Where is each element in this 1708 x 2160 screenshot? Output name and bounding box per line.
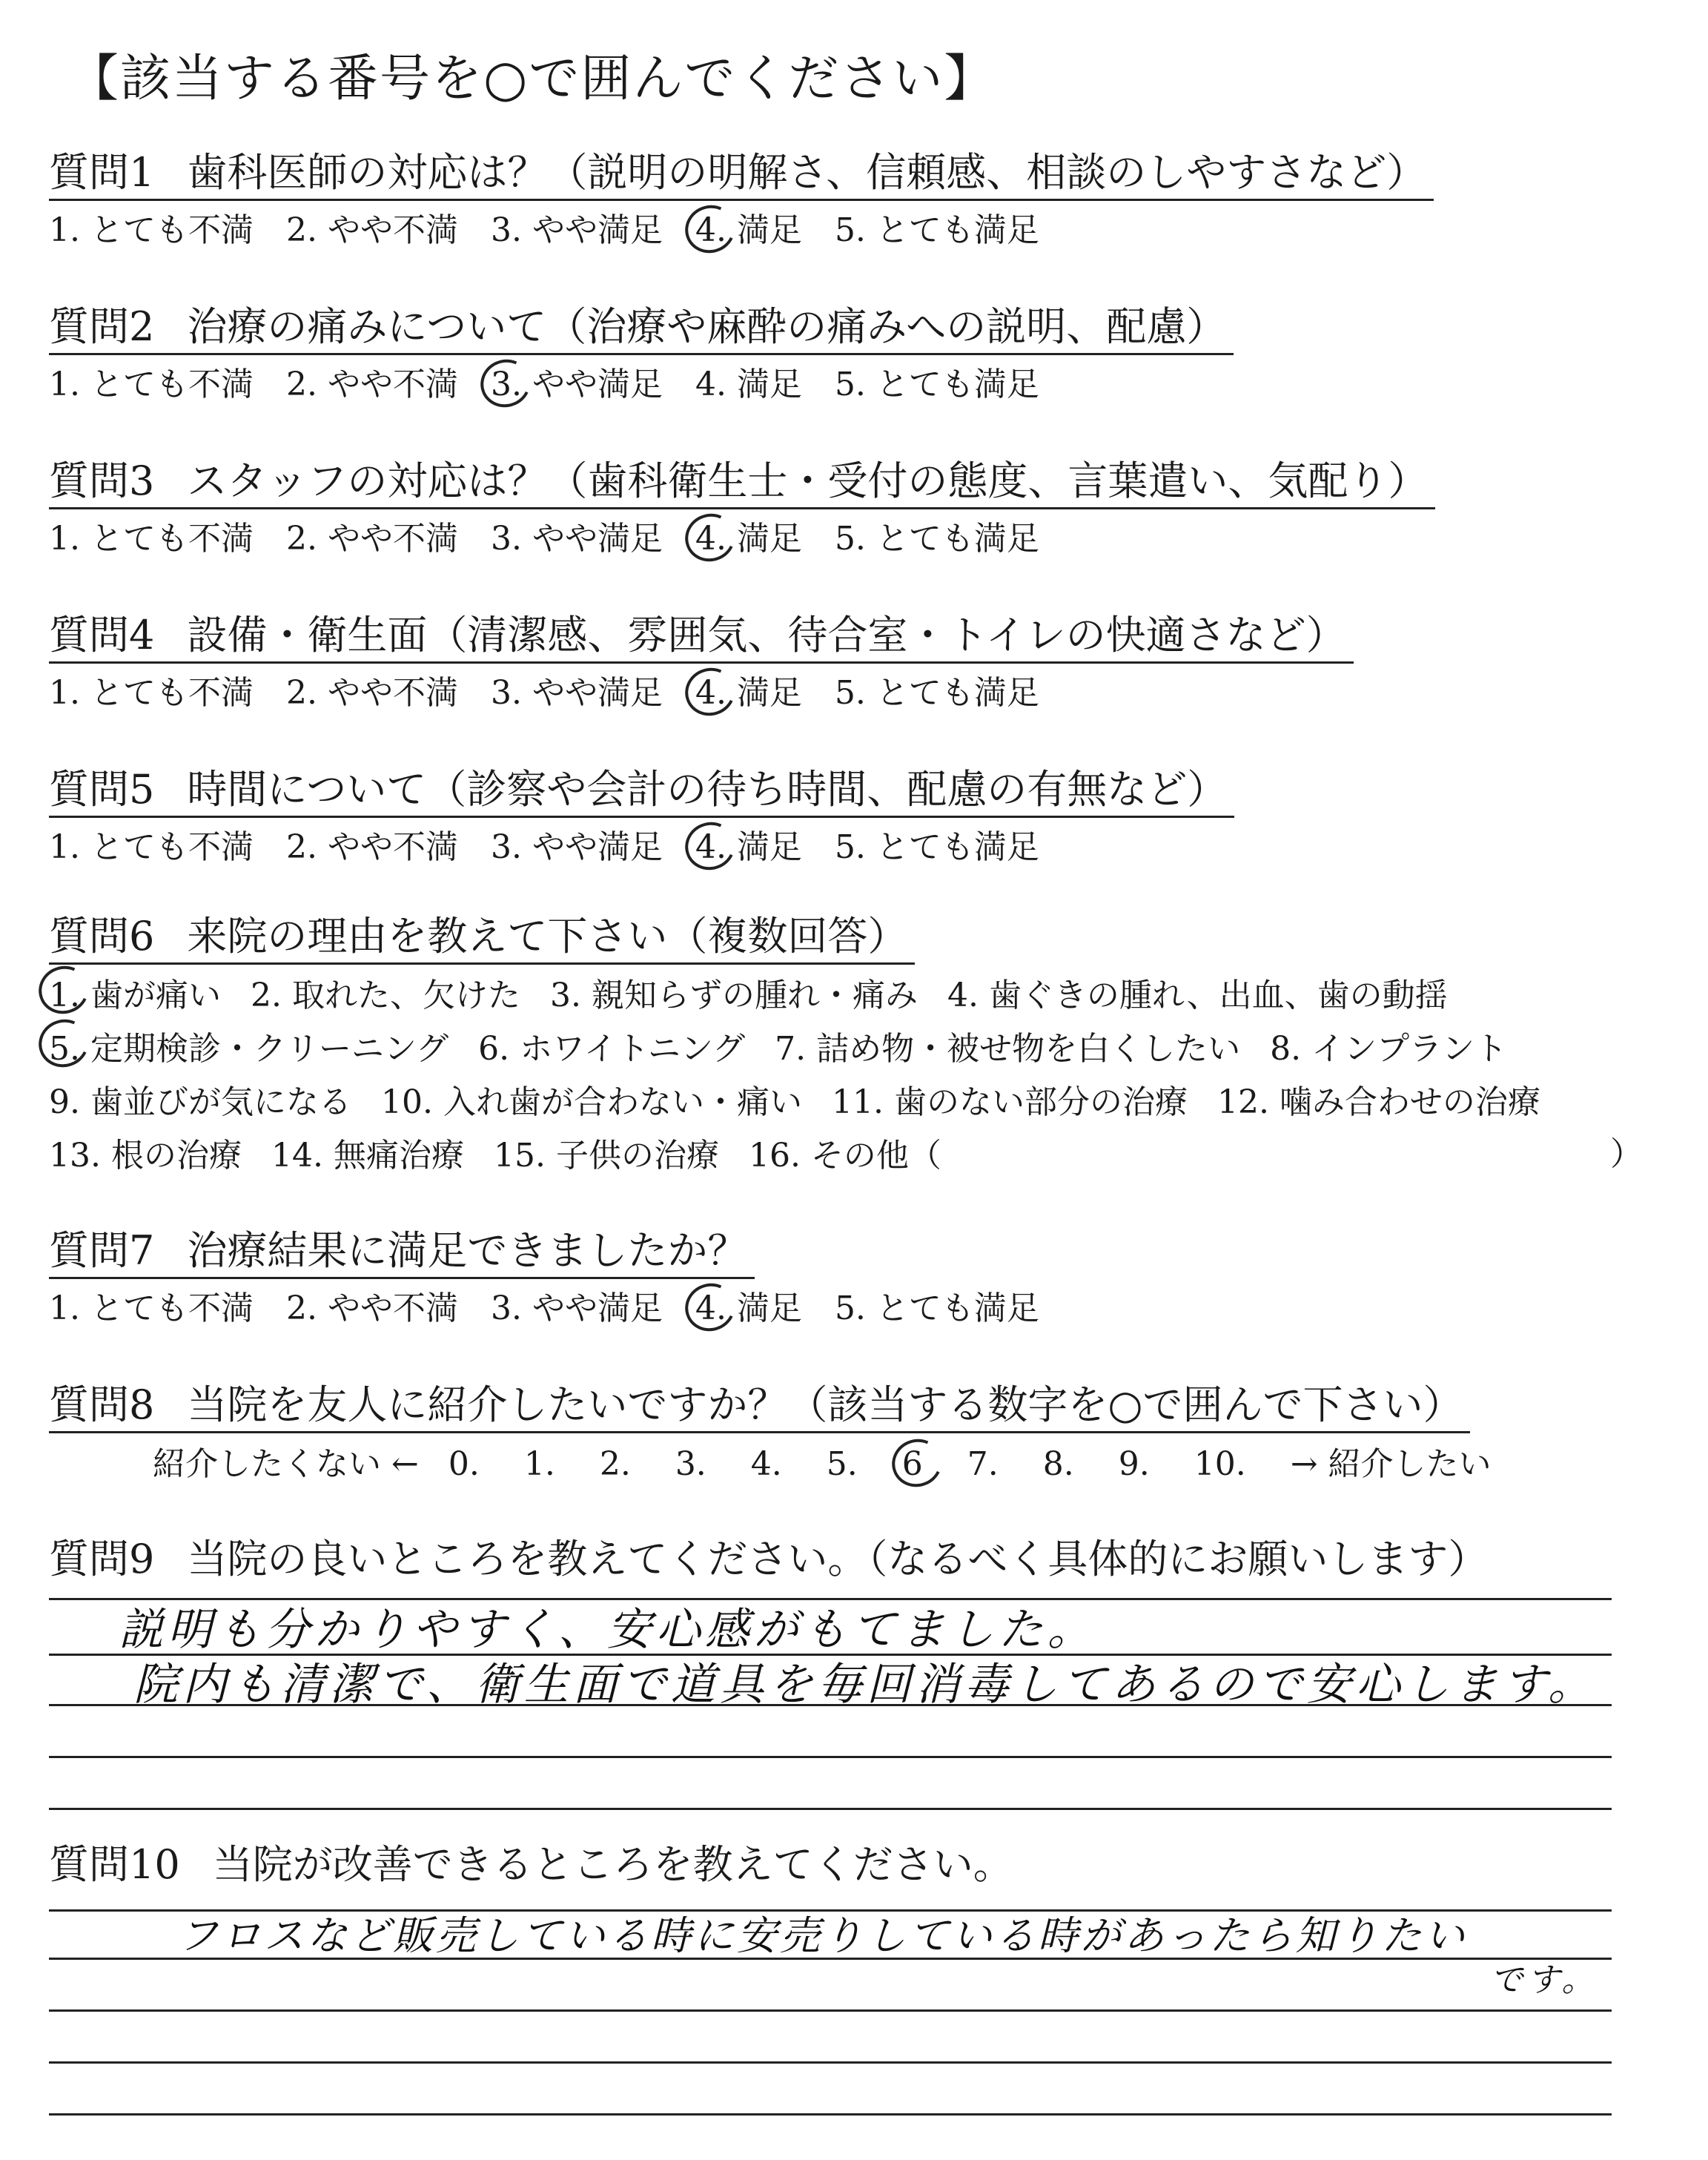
question-text: 当院の良いところを教えてください。（なるべく具体的にお願いします） [187, 1536, 1489, 1582]
option-label: とても不満 [90, 1289, 254, 1327]
scale-option[interactable] [448, 1442, 490, 1487]
question-heading [49, 911, 915, 965]
handwritten-answer-q9-line1: 説明も分かりやすく、安心感がもてました。 [119, 1604, 1096, 1656]
option-label: 詰め物・被せ物を白くしたい [816, 1030, 1241, 1068]
option-number: 2. [285, 211, 317, 249]
question-heading [49, 1379, 1470, 1433]
option-number: 1. [49, 211, 80, 249]
page-title: 【該当する番号を○で囲んでください】 [68, 50, 996, 108]
option-label: とても不満 [90, 366, 254, 403]
rating-option[interactable] [286, 1287, 458, 1331]
question-text: 設備・衛生面（清潔感、雰囲気、待合室・トイレの快適さなど） [187, 612, 1346, 658]
rating-option[interactable] [49, 825, 254, 870]
option-label: 満足 [736, 211, 802, 249]
option-label: とても満足 [875, 520, 1039, 558]
reason-row [49, 1076, 1570, 1129]
rating-options [49, 671, 1354, 716]
question-text: 当院が改善できるところを教えてください。 [212, 1841, 1013, 1888]
reason-option[interactable] [494, 1129, 719, 1183]
option-number: 2. [285, 520, 317, 558]
recommend-scale [49, 1442, 1492, 1487]
scale-option[interactable] [1119, 1442, 1160, 1487]
question-9 [49, 1533, 1488, 1585]
question-number: 質問2 [49, 303, 155, 350]
rating-options [49, 208, 1434, 253]
option-label: とても不満 [90, 828, 254, 866]
scale-option[interactable] [675, 1442, 717, 1487]
option-number: 3. [490, 211, 522, 249]
reason-option[interactable] [550, 969, 918, 1023]
question-heading [49, 455, 1435, 509]
question-number: 質問5 [49, 766, 155, 813]
option-label: とても満足 [875, 366, 1039, 403]
question-heading [49, 764, 1234, 818]
question-text: 当院を友人に紹介したいですか？（該当する数字を○で囲んで下さい） [187, 1381, 1463, 1428]
option-label: 噛み合わせの治療 [1279, 1083, 1540, 1121]
option-number: 4. [695, 520, 726, 558]
rating-option[interactable] [491, 1287, 663, 1331]
rating-options [49, 517, 1435, 561]
question-number: 質問10 [49, 1841, 180, 1888]
option-label: とても不満 [90, 674, 254, 712]
reason-option[interactable] [49, 1076, 351, 1129]
option-number: 3. [490, 674, 522, 712]
option-label: 根の治療 [110, 1137, 242, 1175]
reason-option[interactable] [251, 969, 520, 1023]
option-number: 5. [834, 674, 866, 712]
option-number: 4. [695, 1289, 726, 1327]
option-label: やや満足 [532, 674, 663, 712]
option-label: やや不満 [327, 674, 458, 712]
option-number: 2. [250, 977, 282, 1014]
option-number: 9. [1118, 1445, 1150, 1483]
option-label: 歯のない部分の治療 [893, 1083, 1188, 1121]
option-label: 親知らずの腫れ・痛み [591, 977, 918, 1014]
rating-option[interactable] [835, 363, 1039, 407]
reason-option[interactable] [478, 1023, 745, 1076]
option-number: 3. [490, 520, 522, 558]
option-label: 定期検診・クリーニング [90, 1030, 449, 1068]
option-label: とても不満 [90, 520, 254, 558]
reason-option[interactable] [271, 1129, 464, 1183]
rating-option[interactable] [49, 671, 254, 716]
option-label: やや不満 [327, 520, 458, 558]
rating-option[interactable] [835, 208, 1039, 253]
question-text: 治療の痛みについて（治療や麻酔の痛みへの説明、配慮） [187, 303, 1227, 350]
reason-option[interactable] [1270, 1023, 1507, 1076]
hand-drawn-circle-mark [678, 198, 742, 260]
option-number: 16. [748, 1137, 801, 1175]
option-number: 6 [901, 1445, 923, 1483]
question-heading [49, 1533, 1488, 1585]
rating-options [49, 1287, 1072, 1331]
question-text: スタッフの対応は？（歯科衛生士・受付の態度、言葉遣い、気配り） [187, 458, 1429, 504]
option-number: 9. [49, 1083, 80, 1121]
question-10 [49, 1839, 1013, 1891]
reason-option[interactable] [1217, 1076, 1540, 1129]
reason-option[interactable] [381, 1076, 802, 1129]
rating-option[interactable] [49, 208, 254, 253]
option-number: 4. [695, 674, 726, 712]
handwritten-answer-q9-line2: 院内も清潔で、衛生面で道具を毎回消毒してあるので安心します。 [133, 1659, 1597, 1711]
rating-option[interactable] [491, 517, 663, 561]
question-7 [49, 1225, 1072, 1331]
reason-option[interactable] [49, 1129, 242, 1183]
reason-row [49, 1129, 1570, 1183]
option-number: 5. [834, 211, 866, 249]
option-label: 満足 [736, 366, 802, 403]
option-label: 歯ぐきの腫れ、出血、歯の動揺 [988, 977, 1448, 1014]
option-number: 1. [49, 674, 80, 712]
rating-option[interactable] [695, 208, 802, 253]
scale-option[interactable] [967, 1442, 1009, 1487]
rating-option[interactable] [835, 517, 1039, 561]
option-number: 2. [285, 674, 317, 712]
option-number: 1. [49, 1289, 80, 1327]
rating-option[interactable] [286, 517, 458, 561]
question-text: 歯科医師の対応は？（説明の明解さ、信頼感、相談のしやすさなど） [187, 149, 1427, 196]
question-number: 質問3 [49, 458, 155, 504]
rating-option[interactable] [695, 671, 802, 716]
hand-drawn-circle-mark [474, 352, 537, 414]
question-6 [49, 911, 1570, 1183]
hand-drawn-circle-mark [678, 815, 742, 876]
rating-option[interactable] [695, 363, 802, 407]
question-text: 来院の理由を教えて下さい（複数回答） [187, 913, 908, 960]
option-label: やや満足 [532, 1289, 663, 1327]
option-number: 3. [675, 1445, 706, 1483]
option-number: 6. [478, 1030, 510, 1068]
rating-option[interactable] [49, 517, 254, 561]
option-number: 14. [271, 1137, 323, 1175]
question-heading [49, 147, 1434, 201]
option-number: 8. [1042, 1445, 1074, 1483]
question-number: 質問9 [49, 1536, 155, 1582]
option-label: とても満足 [875, 828, 1039, 866]
option-number: 5. [834, 828, 866, 866]
option-number: 2. [285, 366, 317, 403]
rating-option[interactable] [835, 825, 1039, 870]
option-label: とても満足 [875, 674, 1039, 712]
reason-options [49, 969, 1570, 1183]
question-number: 質問8 [49, 1381, 155, 1428]
question-heading [49, 1225, 755, 1279]
hand-drawn-circle-mark [885, 1432, 949, 1493]
option-number: 4. [695, 366, 726, 403]
option-number: 1. [49, 977, 80, 1014]
hand-drawn-circle-mark [678, 506, 742, 568]
option-label: 無痛治療 [333, 1137, 464, 1175]
scale-option[interactable] [751, 1442, 792, 1487]
option-number: 4. [695, 211, 726, 249]
option-number: 3. [490, 828, 522, 866]
option-label: やや不満 [327, 1289, 458, 1327]
rating-options [49, 363, 1234, 407]
option-number: 5. [49, 1030, 80, 1068]
option-number: 2. [285, 828, 317, 866]
option-number: 10. [1194, 1445, 1246, 1483]
option-label: 満足 [736, 828, 802, 866]
question-heading [49, 1839, 1013, 1891]
option-number: 5. [834, 520, 866, 558]
question-2 [49, 301, 1234, 407]
option-label: やや満足 [532, 366, 663, 403]
option-label: 満足 [736, 674, 802, 712]
scale-option[interactable] [600, 1442, 641, 1487]
option-label: やや満足 [532, 828, 663, 866]
question-number: 質問6 [49, 913, 155, 960]
option-number: 3. [549, 977, 581, 1014]
option-label: とても満足 [875, 1289, 1039, 1327]
scale-left-label: 紹介したくない ← [153, 1445, 419, 1483]
option-number: 3. [490, 1289, 522, 1327]
hand-drawn-circle-mark [32, 959, 96, 1020]
reason-option[interactable] [49, 969, 221, 1023]
rating-option[interactable] [286, 671, 458, 716]
option-number: 7. [775, 1030, 807, 1068]
option-number: 4. [695, 828, 726, 866]
option-label: インプラント [1311, 1030, 1508, 1068]
option-label: やや満足 [532, 520, 663, 558]
option-number: 4. [750, 1445, 782, 1483]
rating-option[interactable] [286, 363, 458, 407]
reason-option[interactable] [832, 1076, 1188, 1129]
rating-option[interactable] [835, 1287, 1039, 1331]
option-label: やや満足 [532, 211, 663, 249]
option-number: 3. [490, 366, 522, 403]
reason-row [49, 969, 1570, 1023]
rating-option[interactable] [695, 1287, 802, 1331]
other-close-paren: ） [1610, 1135, 1643, 1173]
rating-option[interactable] [491, 825, 663, 870]
option-number: 2. [599, 1445, 631, 1483]
reason-option[interactable] [49, 1023, 448, 1076]
option-number: 8. [1270, 1030, 1302, 1068]
option-number: 15. [493, 1137, 546, 1175]
reason-row [49, 1023, 1570, 1076]
option-number: 5. [834, 1289, 866, 1327]
reason-option[interactable] [749, 1129, 941, 1183]
rating-option[interactable] [286, 825, 458, 870]
scale-option[interactable] [1043, 1442, 1085, 1487]
option-label: 子供の治療 [555, 1137, 719, 1175]
handwritten-answer-q10-line2: です。 [1490, 1961, 1599, 1999]
rating-option[interactable] [491, 208, 663, 253]
option-label: 満足 [736, 1289, 802, 1327]
question-1 [49, 147, 1434, 253]
rating-option[interactable] [491, 363, 663, 407]
option-number: 12. [1217, 1083, 1269, 1121]
option-label: 歯並びが気になる [90, 1083, 351, 1121]
scale-option[interactable] [1194, 1442, 1257, 1487]
option-label: ホワイトニング [520, 1030, 746, 1068]
reason-option[interactable] [775, 1023, 1240, 1076]
option-number: 1. [49, 828, 80, 866]
question-8 [49, 1379, 1492, 1487]
option-number: 13. [49, 1137, 101, 1175]
option-number: 5. [826, 1445, 858, 1483]
question-3 [49, 455, 1435, 561]
scale-option[interactable] [827, 1442, 868, 1487]
option-label: 入れ歯が合わない・痛い [443, 1083, 802, 1121]
rating-option[interactable] [491, 671, 663, 716]
question-heading [49, 610, 1354, 664]
option-label: 満足 [736, 520, 802, 558]
option-number: 10. [380, 1083, 433, 1121]
question-text: 時間について（診察や会計の待ち時間、配慮の有無など） [187, 766, 1228, 813]
question-text: 治療結果に満足できましたか？ [187, 1227, 748, 1274]
option-number: 11. [831, 1083, 884, 1121]
rating-option[interactable] [49, 1287, 254, 1331]
option-number: 2. [285, 1289, 317, 1327]
option-number: 1. [49, 520, 80, 558]
reason-option[interactable] [947, 969, 1448, 1023]
option-number: 7. [967, 1445, 999, 1483]
option-number: 4. [947, 977, 979, 1014]
option-label: その他（ [810, 1137, 941, 1175]
question-4 [49, 610, 1354, 716]
option-number: 1. [523, 1445, 555, 1483]
option-label: やや不満 [327, 828, 458, 866]
scale-right-label: → 紹介したい [1290, 1445, 1492, 1483]
rating-option[interactable] [286, 208, 458, 253]
question-number: 質問1 [49, 149, 155, 196]
question-5 [49, 764, 1234, 870]
option-label: とても満足 [875, 211, 1039, 249]
scale-option[interactable] [902, 1442, 933, 1487]
option-number: 0. [448, 1445, 480, 1483]
option-label: 取れた、欠けた [291, 977, 520, 1014]
option-label: 歯が痛い [90, 977, 221, 1014]
rating-option[interactable] [49, 363, 254, 407]
option-label: やや不満 [327, 211, 458, 249]
question-number: 質問4 [49, 612, 155, 658]
question-heading [49, 301, 1234, 355]
option-label: やや不満 [327, 366, 458, 403]
option-number: 5. [834, 366, 866, 403]
rating-option[interactable] [835, 671, 1039, 716]
hand-drawn-circle-mark [678, 661, 742, 722]
scale-option[interactable] [524, 1442, 566, 1487]
option-number: 1. [49, 366, 80, 403]
handwritten-answer-q10-line1: フロスなど販売している時に安売りしている時があったら知りたい [178, 1912, 1468, 1959]
rating-options [49, 825, 1234, 870]
rating-option[interactable] [695, 825, 802, 870]
rating-option[interactable] [695, 517, 802, 561]
option-label: とても不満 [90, 211, 254, 249]
question-number: 質問7 [49, 1227, 155, 1274]
hand-drawn-circle-mark [678, 1276, 742, 1338]
